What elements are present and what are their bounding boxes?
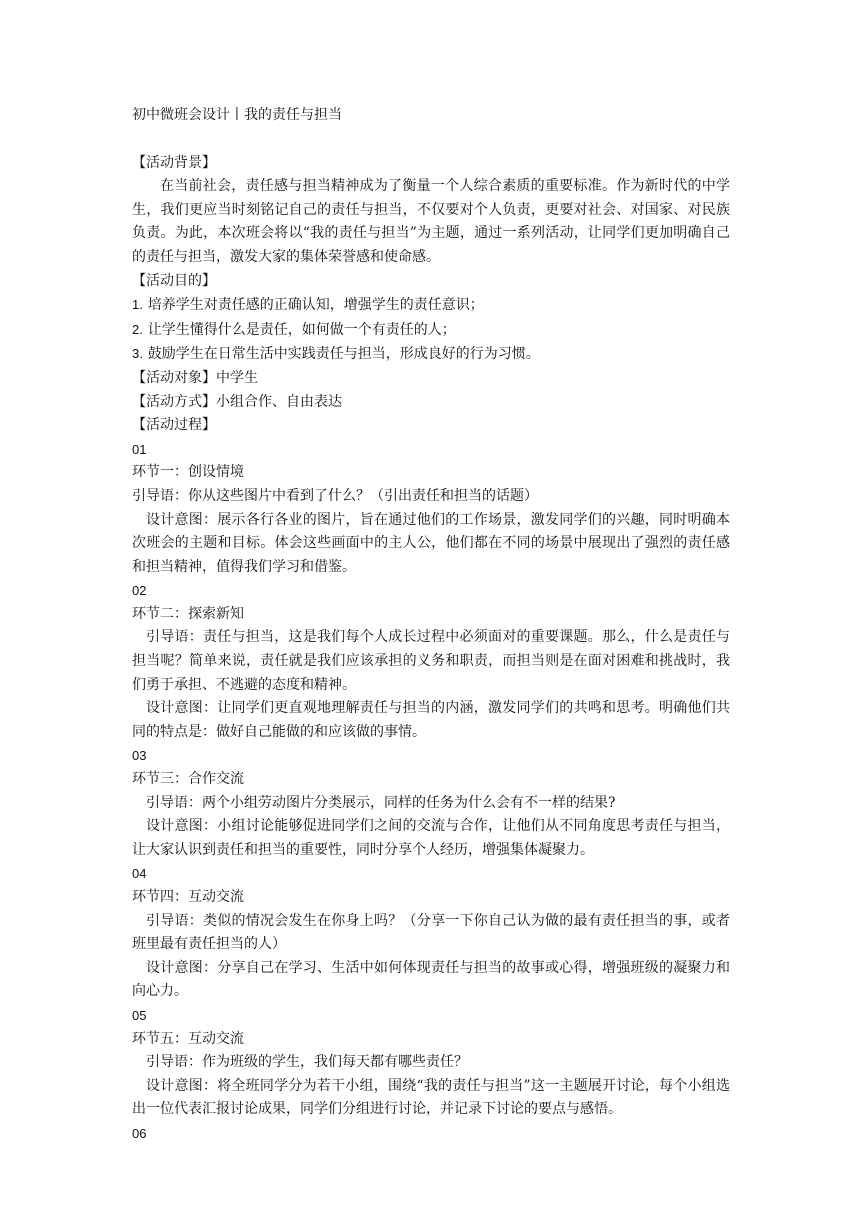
step-guide: 引导语：两个小组劳动图片分类展示，同样的任务为什么会有不一样的结果? <box>146 794 616 811</box>
goal-number: 1. <box>132 297 144 313</box>
goal-item <box>132 293 730 318</box>
background-text: 在当前社会，责任感与担当精神成为了衡量一个人综合素质的重要标准。作为新时代的中学生，我们更应当时刻铭记自己的责任与担当，不仅要对个人负责，更要对社会、对国家、对民族负责。为此，本次班会将以“我的责任与担当”为主题，通过一系列活动，让同学们更加明确自己的责任与担当，激发大家的集体荣誉感和使命感。 <box>132 178 730 265</box>
step-number: 01 <box>132 441 147 457</box>
step-2 <box>132 579 730 744</box>
step-title: 环节三：合作交流 <box>132 771 244 788</box>
background-heading: 【活动背景】 <box>132 154 216 171</box>
step-number-last: 06 <box>132 1125 147 1141</box>
goal-number: 3. <box>132 346 144 362</box>
step-guide: 引导语：你从这些图片中看到了什么？（引出责任和担当的话题） <box>132 487 538 504</box>
step-title: 环节五：互动交流 <box>132 1030 244 1047</box>
background-section <box>132 152 730 270</box>
step-guide: 引导语：类似的情况会发生在你身上吗？（分享一下你自己认为做的最有责任担当的事，或者班里最有责任担当的人） <box>132 912 730 953</box>
step-design: 设计意图：分享自己在学习、生活中如何体现责任与担当的故事或心得，增强班级的凝聚力和向心力。 <box>132 959 730 1000</box>
method-line: 【活动方式】小组合作、自由表达 <box>132 393 342 410</box>
step-number: 03 <box>132 748 147 764</box>
step-1 <box>132 438 730 580</box>
target-line: 【活动对象】中学生 <box>132 369 258 386</box>
step-title: 环节二：探索新知 <box>132 605 244 622</box>
goal-text: 鼓励学生在日常生活中实践责任与担当，形成良好的行为习惯。 <box>147 346 540 363</box>
step-title: 环节一：创设情境 <box>132 464 244 481</box>
step-4 <box>132 862 730 1004</box>
goal-text: 培养学生对责任感的正确认知，增强学生的责任意识； <box>147 297 484 314</box>
goal-number: 2. <box>132 321 144 337</box>
goals-heading: 【活动目的】 <box>132 272 216 289</box>
step-design: 设计意图：让同学们更直观地理解责任与担当的内涵，激发同学们的共鸣和思考。明确他们共同的特点是：做好自己能做的和应该做的事情。 <box>132 700 730 740</box>
step-title: 环节四：互动交流 <box>132 889 244 905</box>
goals-section <box>132 270 730 367</box>
goal-text: 让学生懂得什么是责任，如何做一个有责任的人； <box>147 321 456 338</box>
step-design: 设计意图：小组讨论能够促进同学们之间的交流与合作，让他们从不同角度思考责任与担当，让大家认识到责任和担当的重要性，同时分享个人经历，增强集体凝聚力。 <box>132 818 730 858</box>
step-number: 04 <box>132 866 147 882</box>
document-page <box>132 104 730 1146</box>
step-design: 设计意图：展示各行各业的图片，旨在通过他们的工作场景，激发同学们的兴趣，同时明确本次班会的主题和目标。体会这些画面中的主人公，他们都在不同的场景中展现出了强烈的责任感和担当精神，值得我们学习和借鉴。 <box>132 511 730 575</box>
document-title: 初中微班会设计丨我的责任与担当 <box>132 107 342 123</box>
step-number: 02 <box>132 583 147 599</box>
step-5 <box>132 1004 730 1122</box>
goal-item <box>132 318 730 343</box>
goal-item <box>132 342 730 367</box>
step-number: 05 <box>132 1007 147 1023</box>
step-guide: 引导语：责任与担当，这是我们每个人成长过程中必须面对的重要课题。那么，什么是责任与担当呢？简单来说，责任就是我们应该承担的义务和职责，而担当则是在面对困难和挑战时，我们勇于承担、不逃避的态度和精神。 <box>132 629 730 693</box>
step-guide: 引导语：作为班级的学生，我们每天都有哪些责任？ <box>146 1054 468 1071</box>
process-heading: 【活动过程】 <box>132 417 216 434</box>
step-3 <box>132 744 730 862</box>
step-design: 设计意图：将全班同学分为若干小组，围绕“我的责任与担当”这一主题展开讨论，每个小组选出一位代表汇报讨论成果，同学们分组进行讨论，并记录下讨论的要点与感悟。 <box>132 1077 730 1118</box>
